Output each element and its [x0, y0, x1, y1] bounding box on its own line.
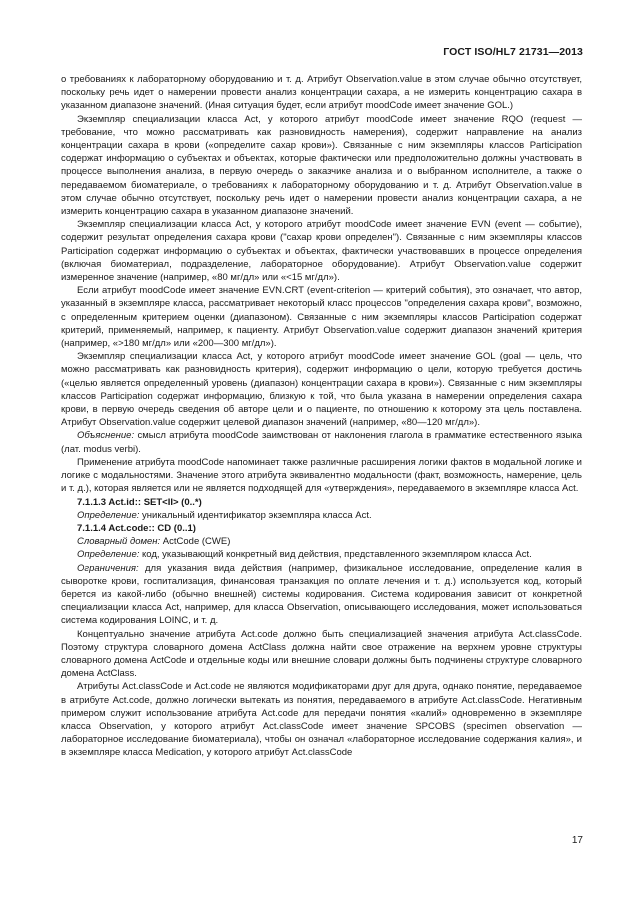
vocabulary-domain [61, 535, 582, 548]
constraints-label: Ограничения: [77, 562, 139, 574]
paragraph-modal-logic: Применение атрибута moodCode напоминает также различные расширения логики фактов в модальной логике и логике с модальностями. Значение этого атрибута эквивалентно модальности (факт, возможность, намерение, цель и т. д.), которая является или не является подходящей для «утверждения», передаваемого в экземпляре класса Act. [61, 456, 582, 495]
paragraph-rqo: Экземпляр специализации класса Act, у которого атрибут moodCode имеет значение RQO (request — требование, что можно рассматривать как разновидность намерения), содержит направление на анализ концентрации сахара в крови («определите сахар крови»). Связанные с ним экземпляры классов Participation содержат информацию о субъектах и объектах, которые фактически или предположительно должны участвовать в процессе выполнения анализа, в первую очередь о заказчике анализа и о выбранном исполнителе, а также о передаваемом биоматериале, о требованиях к лабораторному оборудованию и т. д. Атрибут Observation.value в этом случае обычно отсутствует, поскольку речь идет о намерении провести анализ концентрации сахара, а не измерить концентрацию сахара в указанном диапазоне значений. [61, 113, 582, 218]
paragraph-evn-crt: Если атрибут moodCode имеет значение EVN.CRT (event-criterion — критерий события), это означает, что автор, указанный в экземпляре класса, рассматривает некоторый класс процессов "определения сахара крови", возможно, с определенным критерием оценки (диапазоном). Связанные с ним экземпляры классов Participation содержат критерий, применяемый, например, к пациенту. Атрибут Observation.value содержит диапазон значений критерия (например, «>180 мг/дл» или «200—300 мг/дл»). [61, 285, 582, 350]
vocabulary-domain-text: ActCode (CWE) [160, 536, 231, 548]
explanation-label: Объяснение: [77, 430, 135, 442]
page-number: 17 [571, 835, 583, 846]
definition-label: Определение: [77, 509, 140, 521]
paragraph-classcode: Атрибуты Act.classCode и Act.code не являются модификаторами друг для друга, однако понятие, передаваемое в атрибуте Act.code, должно логически вытекать из понятия, передаваемого в атрибуте Act.classCode. Негативным примером служит использование атрибута Act.code для передачи понятия «калий» одновременно в экземпляре класса Observation, у которого атрибут Act.classCode имеет значение SPCOBS (specimen observation — лабораторное исследование биоматериала), чтобы он означал «лабораторное исследование содержания калия», и в экземпляре класса Medication, у которого атрибут Act.classCode [61, 681, 582, 759]
paragraph-1: о требованиях к лабораторному оборудованию и т. д. Атрибут Observation.value в этом случае обычно отсутствует, поскольку речь идет о намерении провести анализ концентрации сахара, а не измерить концентрацию сахара в указанном диапазоне значений. (Иная ситуация будет, если атрибут moodCode имеет значение GOL.) [61, 74, 582, 112]
paragraph-conceptual: Концептуально значение атрибута Act.code должно быть специализацией значения атрибута Act.classCode. Поэтому структура словарного домена ActClass должна найти свое отражение на верхнем уровне структуры словарного домена ActCode и отдельные коды или внешние словари должны быть подчинены структуре словарного домена ActClass. [61, 628, 582, 680]
vocabulary-domain-label: Словарный домен: [77, 536, 161, 548]
explanation-paragraph [61, 429, 582, 455]
definition-act-id [61, 509, 582, 522]
constraints-paragraph [61, 562, 582, 628]
paragraph-evn: Экземпляр специализации класса Act, у которого атрибут moodCode имеет значение EVN (event — событие), содержит результат определения сахара крови ("сахар крови определен"). Связанные с ним экземпляры классов Participation содержат информацию о субъектах и объектах, фактически участвовавших в процессе определения (включая биоматериал, подразделение, лабораторное оборудование). Атрибут Observation.value содержит измеренное значение (например, «80 мг/дл» или «<15 мг/дл»). [61, 219, 582, 284]
definition-text: уникальный идентификатор экземпляра класса Act. [139, 509, 372, 521]
constraints-text: для указания вида действия (например, физикальное исследование, определение калия в сыворотке крови, госпитализация, финансовая транзакция по оплате лечения и т. д.) используется код, который берется из какой-либо (обычно внешней) системы кодирования. Система кодирования зависит от конкретной специализации класса Act, например, для класса Observation, описывающего исследования, может использоваться система кодирования LOINC, и т. д. [61, 562, 582, 627]
paragraph-gol: Экземпляр специализации класса Act, у которого атрибут moodCode имеет значение GOL (goal — цель, что можно рассматривать как разновидность критерия), содержит информацию о цели, которую требуется достичь («целью является определенный уровень (диапазон) концентрации сахара в крови»). Связанные с ним экземпляры классов Participation содержат информацию, близкую к той, что была указана в намерении определения сахара крови, в первую очередь сведения об авторе цели и о пациенте, по отношению к которому эта цель поставлена. Атрибут Observation.value содержит целевой диапазон значений (например, «80—120 мг/дл»). [61, 351, 582, 429]
explanation-text: смысл атрибута moodCode заимствован от наклонения глагола в грамматике естественного языка (лат. modus verbi). [61, 430, 582, 455]
section-heading-act-code: 7.1.1.4 Act.code:: CD (0..1) [77, 522, 196, 534]
definition-label: Определение: [77, 549, 140, 561]
section-heading-act-id: 7.1.1.3 Act.id:: SET<II> (0..*) [77, 496, 202, 508]
definition-act-code [61, 548, 582, 561]
definition-text: код, указывающий конкретный вид действия, представленного экземпляром класса Act. [139, 549, 532, 561]
document-body [61, 73, 582, 760]
document-header: ГОСТ ISO/HL7 21731—2013 [443, 46, 583, 58]
